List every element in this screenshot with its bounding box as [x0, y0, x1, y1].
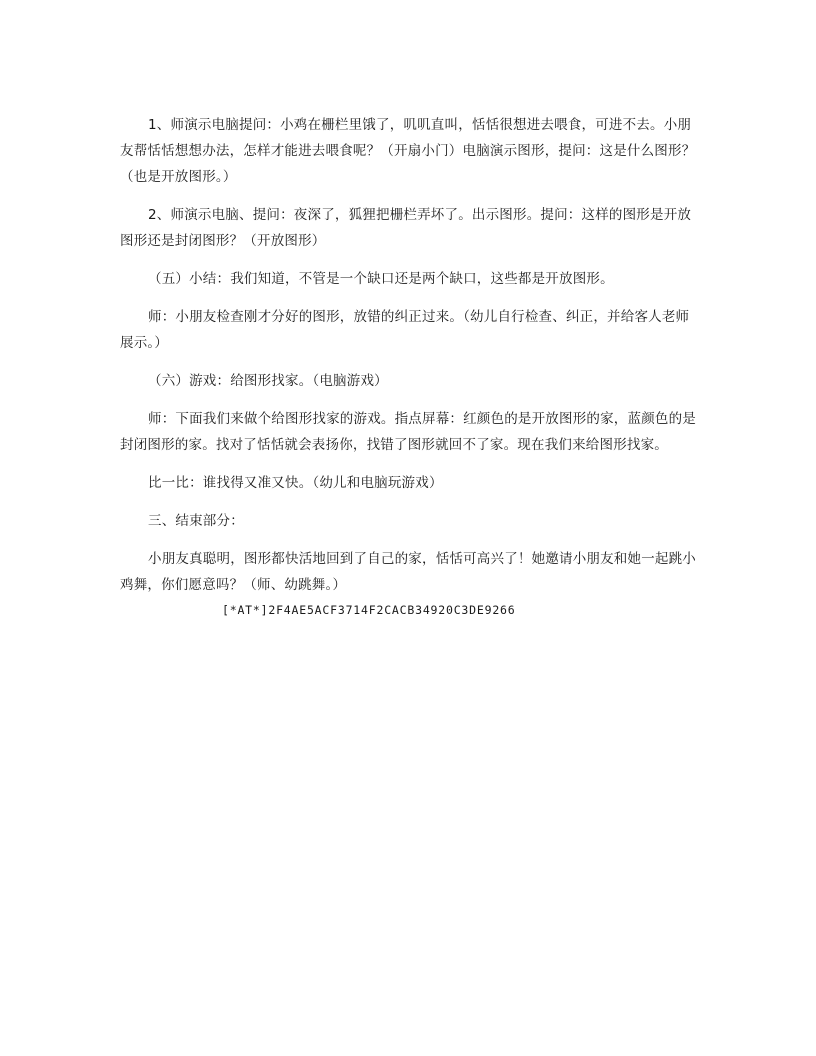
paragraph-game-instructions: 师：下面我们来做个给图形找家的游戏。指点屏幕：红颜色的是开放图形的家，蓝颜色的是封闭图形的家。找对了恬恬就会表扬你，找错了图形就回不了家。现在我们来给图形找家。: [120, 411, 696, 453]
document-body: [120, 112, 700, 610]
paragraph-ending: 小朋友真聪明，图形都快活地回到了自己的家，恬恬可高兴了！她邀请小朋友和她一起跳小鸡舞，你们愿意吗？（师、幼跳舞。）: [120, 551, 696, 593]
paragraph-check: 师：小朋友检查刚才分好的图形，放错的纠正过来。（幼儿自行检查、纠正，并给客人老师展示。）: [120, 309, 690, 351]
paragraph-game-heading: （六）游戏：给图形找家。（电脑游戏）: [148, 373, 388, 389]
paragraph-step-2: 2、师演示电脑、提问：夜深了，狐狸把栅栏弄坏了。出示图形。提问：这样的图形是开放图形还是封闭图形？（开放图形）: [120, 207, 692, 249]
paragraph-compete: 比一比：谁找得又准又快。（幼儿和电脑玩游戏）: [148, 475, 443, 491]
document-code: [*AT*]2F4AE5ACF3714F2CACB34920C3DE9266: [222, 603, 516, 617]
paragraph-step-1: 1、师演示电脑提问：小鸡在栅栏里饿了，叽叽直叫，恬恬很想进去喂食，可进不去。小朋友帮恬恬想想办法，怎样才能进去喂食呢？（开扇小门）电脑演示图形，提问：这是什么图形？（也是开放图形。）: [120, 117, 696, 185]
paragraph-summary: （五）小结：我们知道，不管是一个缺口还是两个缺口，这些都是开放图形。: [148, 271, 614, 287]
paragraph-ending-heading: 三、结束部分：: [148, 513, 244, 529]
